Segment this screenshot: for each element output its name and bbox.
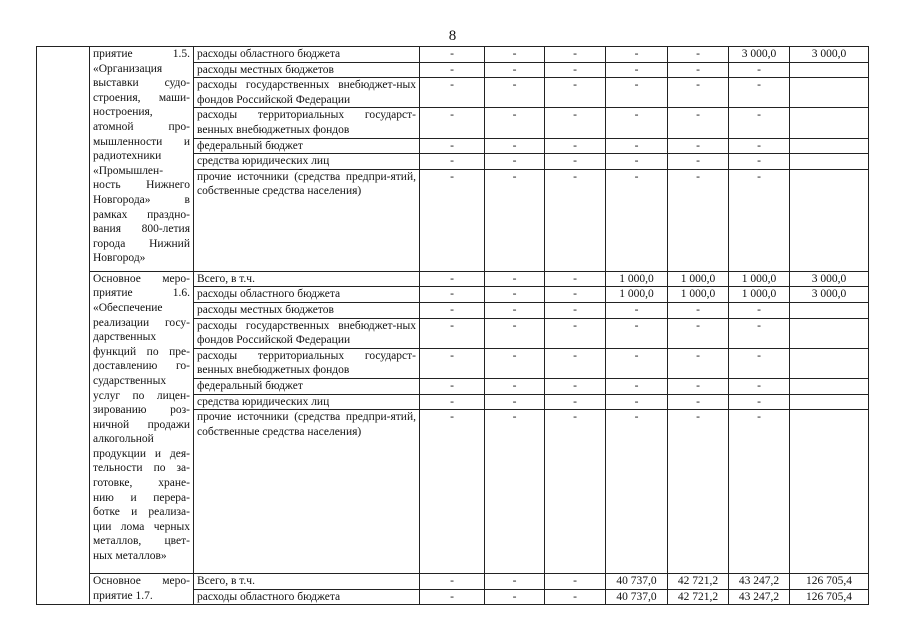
amount-cell	[790, 410, 869, 574]
measure-name-line: ных металлов»	[93, 550, 167, 563]
amount-cell: -	[545, 394, 606, 410]
amount-cell: -	[420, 394, 485, 410]
amount-cell: -	[485, 410, 545, 574]
measure-name-line: мышленности и	[93, 135, 190, 148]
measure-name-line: ботке и реализа-	[93, 506, 190, 519]
amount-cell: -	[420, 47, 485, 63]
amount-cell: -	[545, 108, 606, 138]
amount-cell: -	[668, 108, 729, 138]
funding-source-cell: расходы местных бюджетов	[194, 302, 420, 318]
amount-cell: 3 000,0	[790, 271, 869, 287]
amount-cell: -	[420, 348, 485, 378]
amount-cell: -	[545, 348, 606, 378]
amount-cell: -	[606, 318, 668, 348]
measure-name-line: рамках праздно-	[93, 208, 190, 221]
amount-cell: -	[485, 169, 545, 271]
amount-cell	[790, 348, 869, 378]
amount-cell: -	[485, 78, 545, 108]
amount-cell: -	[545, 138, 606, 154]
amount-cell: 3 000,0	[790, 287, 869, 303]
amount-cell: -	[668, 62, 729, 78]
amount-cell: 3 000,0	[729, 47, 790, 63]
funding-source-cell: расходы областного бюджета	[194, 589, 420, 605]
measure-name-line: дарственных	[93, 331, 157, 344]
amount-cell: -	[545, 410, 606, 574]
amount-cell: 126 705,4	[790, 574, 869, 590]
funding-source-cell: средства юридических лиц	[194, 394, 420, 410]
measure-name-line: ность Нижнего	[93, 179, 190, 192]
amount-cell: -	[545, 169, 606, 271]
amount-cell: -	[420, 410, 485, 574]
funding-source-cell: Всего, в т.ч.	[194, 574, 420, 590]
amount-cell: -	[420, 271, 485, 287]
measure-name-line: вания 800-летия	[93, 223, 190, 236]
measure-name-line: сударственных	[93, 374, 167, 387]
measure-name-cell	[90, 47, 194, 272]
measure-name-line: Основное меро-	[93, 272, 190, 285]
amount-cell: -	[485, 318, 545, 348]
funding-source-cell: прочие источники (средства предпри-ятий, собственные средства населения)	[194, 169, 420, 271]
measure-name-line: радиотехники	[93, 150, 162, 163]
amount-cell: -	[545, 574, 606, 590]
amount-cell: -	[729, 410, 790, 574]
amount-cell: -	[485, 138, 545, 154]
measure-name-line: «Промышлен-	[93, 164, 164, 177]
table-row	[37, 574, 869, 590]
amount-cell: 42 721,2	[668, 574, 729, 590]
amount-cell: 1 000,0	[729, 287, 790, 303]
amount-cell: -	[420, 62, 485, 78]
amount-cell: -	[606, 348, 668, 378]
measure-name-line: реализации госу-	[93, 316, 190, 329]
measure-name-cell	[90, 271, 194, 573]
amount-cell: -	[420, 302, 485, 318]
measure-name-line: продукции и дея-	[93, 447, 190, 460]
amount-cell	[790, 378, 869, 394]
amount-cell: 40 737,0	[606, 574, 668, 590]
measure-name-line: Новгорода» в	[93, 193, 190, 206]
amount-cell: 43 247,2	[729, 589, 790, 605]
amount-cell: -	[545, 62, 606, 78]
measure-name-line: приятие 1.6.	[93, 287, 190, 300]
amount-cell: -	[606, 138, 668, 154]
amount-cell: -	[420, 154, 485, 170]
measure-name-cell	[90, 574, 194, 605]
amount-cell: -	[420, 169, 485, 271]
amount-cell: -	[485, 394, 545, 410]
amount-cell: -	[668, 138, 729, 154]
amount-cell: -	[420, 574, 485, 590]
amount-cell: -	[485, 108, 545, 138]
amount-cell: -	[545, 154, 606, 170]
amount-cell: -	[729, 169, 790, 271]
measure-name-line: доставлению го-	[93, 360, 190, 373]
measure-name-line: нию и перера-	[93, 491, 190, 504]
amount-cell: -	[606, 394, 668, 410]
amount-cell: -	[545, 78, 606, 108]
amount-cell: -	[606, 302, 668, 318]
amount-cell: 1 000,0	[668, 271, 729, 287]
amount-cell: -	[668, 410, 729, 574]
funding-source-cell: расходы государственных внебюджет-ных фондов Российской Федерации	[194, 318, 420, 348]
amount-cell: -	[729, 394, 790, 410]
amount-cell: -	[729, 318, 790, 348]
amount-cell: -	[420, 287, 485, 303]
amount-cell	[790, 169, 869, 271]
measure-name-line: ничной продажи	[93, 418, 190, 431]
amount-cell	[790, 78, 869, 108]
amount-cell	[790, 154, 869, 170]
measure-name-line: выставки судо-	[93, 77, 190, 90]
amount-cell	[790, 108, 869, 138]
amount-cell: -	[729, 378, 790, 394]
amount-cell: -	[729, 348, 790, 378]
amount-cell: -	[485, 348, 545, 378]
amount-cell: -	[668, 378, 729, 394]
amount-cell: -	[606, 154, 668, 170]
amount-cell: -	[606, 78, 668, 108]
amount-cell: -	[485, 378, 545, 394]
measure-name-line: атомной про-	[93, 120, 190, 133]
amount-cell: 126 705,4	[790, 589, 869, 605]
amount-cell: -	[606, 378, 668, 394]
amount-cell: -	[606, 169, 668, 271]
measure-name-line: «Обеспечение	[93, 301, 163, 314]
funding-source-cell: расходы областного бюджета	[194, 287, 420, 303]
amount-cell: -	[485, 302, 545, 318]
amount-cell: 43 247,2	[729, 574, 790, 590]
amount-cell: -	[668, 394, 729, 410]
funding-source-cell: расходы местных бюджетов	[194, 62, 420, 78]
budget-table-body	[37, 47, 869, 605]
amount-cell: -	[668, 47, 729, 63]
amount-cell: -	[545, 287, 606, 303]
amount-cell	[790, 302, 869, 318]
measure-name-line: Основное меро-	[93, 575, 190, 588]
amount-cell: -	[606, 47, 668, 63]
amount-cell: 1 000,0	[606, 271, 668, 287]
amount-cell: -	[729, 108, 790, 138]
amount-cell: -	[545, 302, 606, 318]
amount-cell: -	[729, 78, 790, 108]
amount-cell: 40 737,0	[606, 589, 668, 605]
amount-cell: -	[668, 318, 729, 348]
amount-cell: -	[606, 108, 668, 138]
measure-name-line: строения, маши-	[93, 91, 190, 104]
amount-cell	[790, 62, 869, 78]
amount-cell: -	[420, 78, 485, 108]
amount-cell: -	[485, 589, 545, 605]
amount-cell: -	[668, 154, 729, 170]
amount-cell: -	[545, 589, 606, 605]
budget-table	[36, 46, 869, 605]
amount-cell: -	[729, 154, 790, 170]
amount-cell: 1 000,0	[729, 271, 790, 287]
table-row	[37, 47, 869, 63]
table-row	[37, 271, 869, 287]
measure-name-line: приятие 1.7.	[93, 589, 153, 602]
measure-name-line: функций по пре-	[93, 345, 190, 358]
amount-cell: 1 000,0	[606, 287, 668, 303]
amount-cell: -	[545, 318, 606, 348]
amount-cell	[790, 394, 869, 410]
funding-source-cell: расходы областного бюджета	[194, 47, 420, 63]
amount-cell: -	[606, 62, 668, 78]
amount-cell: -	[668, 302, 729, 318]
amount-cell: -	[668, 78, 729, 108]
funding-source-cell: расходы территориальных государст-венных внебюджетных фондов	[194, 348, 420, 378]
amount-cell: -	[729, 138, 790, 154]
funding-source-cell: средства юридических лиц	[194, 154, 420, 170]
measure-name-line: готовке, хране-	[93, 477, 190, 490]
amount-cell: -	[485, 287, 545, 303]
funding-source-cell: Всего, в т.ч.	[194, 271, 420, 287]
amount-cell: -	[729, 62, 790, 78]
funding-source-cell: расходы государственных внебюджет-ных фондов Российской Федерации	[194, 78, 420, 108]
page-number: 8	[448, 28, 457, 44]
measure-name-line: зированию роз-	[93, 404, 190, 417]
amount-cell: -	[668, 348, 729, 378]
funding-source-cell: федеральный бюджет	[194, 138, 420, 154]
measure-name-line: ностроения,	[93, 106, 153, 119]
measure-name-line: «Организация	[93, 62, 163, 75]
amount-cell: -	[485, 47, 545, 63]
amount-cell: -	[606, 410, 668, 574]
amount-cell: -	[485, 271, 545, 287]
amount-cell: -	[420, 378, 485, 394]
funding-source-cell: расходы территориальных государст-венных внебюджетных фондов	[194, 108, 420, 138]
measure-name-line: приятие 1.5.	[93, 48, 190, 60]
amount-cell	[790, 318, 869, 348]
amount-cell: -	[545, 378, 606, 394]
funding-source-cell: прочие источники (средства предпри-ятий, собственные средства населения)	[194, 410, 420, 574]
amount-cell: -	[668, 169, 729, 271]
measure-name-line: металлов, цвет-	[93, 535, 190, 548]
funding-source-cell: федеральный бюджет	[194, 378, 420, 394]
amount-cell: -	[485, 62, 545, 78]
amount-cell: -	[729, 302, 790, 318]
amount-cell: -	[420, 589, 485, 605]
amount-cell: 42 721,2	[668, 589, 729, 605]
measure-name-line: услуг по лицен-	[93, 389, 190, 402]
measure-name-line: ции лома черных	[93, 520, 190, 533]
amount-cell: -	[420, 318, 485, 348]
amount-cell: -	[485, 574, 545, 590]
measure-name-line: Новгород»	[93, 252, 146, 265]
amount-cell: -	[420, 138, 485, 154]
empty-left-column	[37, 47, 90, 605]
amount-cell: 3 000,0	[790, 47, 869, 63]
amount-cell	[790, 138, 869, 154]
measure-name-line: города Нижний	[93, 237, 190, 250]
amount-cell: -	[420, 108, 485, 138]
measure-name-line: тельности по за-	[93, 462, 190, 475]
amount-cell: -	[545, 47, 606, 63]
amount-cell: -	[545, 271, 606, 287]
amount-cell: -	[485, 154, 545, 170]
measure-name-line: алкогольной	[93, 433, 154, 446]
amount-cell: 1 000,0	[668, 287, 729, 303]
